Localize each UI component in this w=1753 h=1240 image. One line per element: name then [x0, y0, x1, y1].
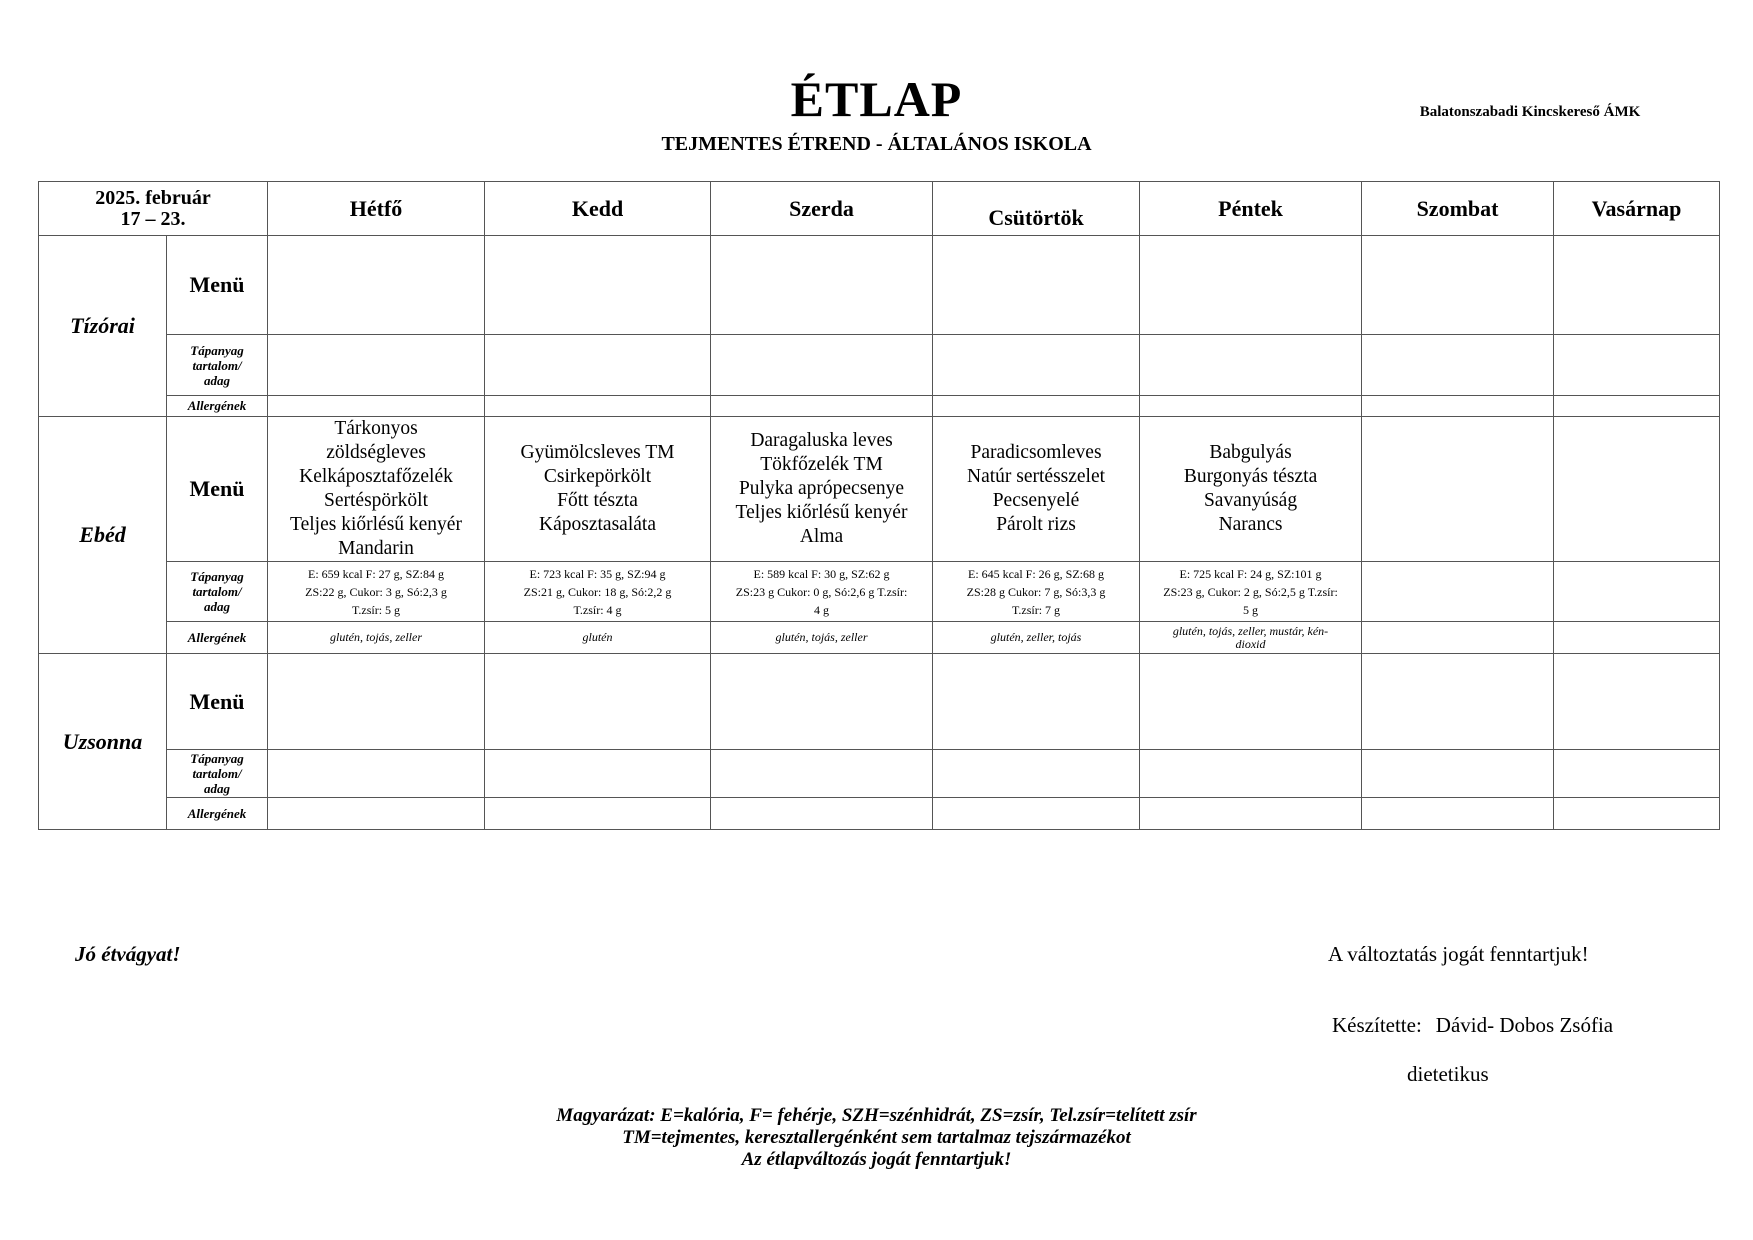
- table-cell: [1554, 335, 1720, 396]
- table-cell: [1140, 654, 1362, 750]
- row-label-nutrients: [167, 750, 268, 798]
- ebed-allergens-wednesday: [711, 622, 933, 654]
- table-cell: [933, 236, 1140, 335]
- table-cell: [933, 396, 1140, 417]
- nutrient-line: ZS:28 g Cukor: 7 g, Só:3,3 g: [966, 584, 1106, 599]
- legend-line: Magyarázat: E=kalória, F= fehérje, SZH=szénhidrát, ZS=zsír, Tel.zsír=telített zsír: [556, 1105, 1197, 1126]
- row-label-menu: Menü: [167, 654, 268, 750]
- ebed-allergens-friday: [1140, 622, 1362, 654]
- ebed-menu-wednesday: [711, 417, 933, 562]
- row-label-allergens: Allergének: [167, 622, 268, 654]
- bon-appetit-text: Jó étvágyat!: [75, 942, 181, 966]
- allergen-line: glutén, tojás, zeller: [775, 630, 868, 644]
- dish-item: Káposztasaláta: [539, 514, 656, 535]
- dish-item: Narancs: [1218, 514, 1283, 535]
- table-cell: [1362, 798, 1554, 830]
- table-cell: [711, 396, 933, 417]
- dish-item: Teljes kiőrlésű kenyér: [290, 514, 462, 535]
- dish-item: Alma: [799, 526, 844, 547]
- table-cell: [1554, 622, 1720, 654]
- meal-label-ebed: Ebéd: [39, 417, 167, 654]
- table-cell: [711, 236, 933, 335]
- dish-item: Savanyúság: [1203, 490, 1298, 511]
- legend-line: Az étlapváltozás jogát fenntartjuk!: [741, 1149, 1012, 1170]
- day-header-tuesday: Kedd: [485, 182, 711, 236]
- table-cell: [1362, 417, 1554, 562]
- table-cell: [1554, 654, 1720, 750]
- table-cell: [1140, 750, 1362, 798]
- meal-label-uzsonna: Uzsonna: [39, 654, 167, 830]
- table-cell: [711, 750, 933, 798]
- nutrient-line: ZS:23 g, Cukor: 2 g, Só:2,5 g T.zsír:: [1163, 584, 1338, 599]
- ebed-allergens-tuesday: [485, 622, 711, 654]
- table-header-row: [39, 182, 1720, 236]
- ebed-allergen-row: [39, 622, 1720, 654]
- dish-item: Csirkepörkölt: [543, 466, 652, 487]
- table-cell: [485, 396, 711, 417]
- row-label-nutrients-line: Tápanyag: [190, 569, 244, 584]
- day-header-sunday: Vasárnap: [1554, 182, 1720, 236]
- table-cell: [1140, 396, 1362, 417]
- table-cell: [268, 396, 485, 417]
- row-label-nutrients-line: tartalom/: [192, 357, 242, 373]
- table-cell: [1554, 396, 1720, 417]
- ebed-menu-tuesday: [485, 417, 711, 562]
- tizorai-nutrient-row: [39, 335, 1720, 396]
- table-cell: [1554, 236, 1720, 335]
- ebed-nutrients-thursday: [933, 562, 1140, 622]
- allergen-line: glutén, tojás, zeller, mustár, kén-: [1172, 623, 1329, 638]
- dish-item: Sertéspörkölt: [324, 490, 428, 511]
- tizorai-allergen-row: [39, 396, 1720, 417]
- table-cell: [268, 654, 485, 750]
- page-title: ÉTLAP: [790, 71, 963, 127]
- table-cell: [933, 798, 1140, 830]
- nutrient-line: T.zsír: 5 g: [351, 602, 401, 617]
- author-label: Készítette:: [1332, 1013, 1422, 1037]
- ebed-menu-friday: [1140, 417, 1362, 562]
- legend-line: TM=tejmentes, keresztallergénként sem tartalmaz tejszármazékot: [622, 1127, 1131, 1148]
- day-header-friday: Péntek: [1140, 182, 1362, 236]
- ebed-menu-row: [39, 417, 1720, 562]
- dish-item: Burgonyás tészta: [1183, 466, 1318, 487]
- nutrient-line: 4 g: [814, 602, 830, 617]
- row-label-allergens: Allergének: [167, 798, 268, 830]
- nutrient-line: ZS:23 g Cukor: 0 g, Só:2,6 g T.zsír:: [735, 584, 908, 599]
- dish-item: Párolt rizs: [996, 514, 1076, 535]
- table-cell: [268, 335, 485, 396]
- ebed-nutrients-wednesday: [711, 562, 933, 622]
- row-label-nutrients-line: adag: [204, 781, 230, 796]
- row-label-nutrients-line: Tápanyag: [190, 342, 244, 358]
- table-cell: [1362, 654, 1554, 750]
- dish-item: Főtt tészta: [557, 490, 638, 511]
- nutrient-line: E: 645 kcal F: 26 g, SZ:68 g: [968, 566, 1105, 581]
- uzsonna-nutrient-row: [39, 750, 1720, 798]
- dish-item: Kelkáposztafőzelék: [299, 466, 453, 487]
- author-line: [1332, 1013, 1613, 1038]
- table-cell: [933, 335, 1140, 396]
- dish-item: Pulyka aprópecsenye: [738, 478, 905, 499]
- ebed-nutrient-row: [39, 562, 1720, 622]
- table-cell: [1140, 236, 1362, 335]
- ebed-allergens-thursday: [933, 622, 1140, 654]
- table-cell: [711, 654, 933, 750]
- dish-item: Tárkonyos: [334, 418, 418, 439]
- ebed-nutrients-friday: [1140, 562, 1362, 622]
- dish-item: Natúr sertésszelet: [966, 466, 1106, 487]
- nutrient-line: E: 659 kcal F: 27 g, SZ:84 g: [308, 566, 445, 581]
- table-cell: [485, 750, 711, 798]
- row-label-menu: Menü: [167, 236, 268, 335]
- ebed-nutrients-tuesday: [485, 562, 711, 622]
- row-label-nutrients-line: Tápanyag: [190, 751, 244, 766]
- dish-item: Gyümölcsleves TM: [520, 442, 675, 463]
- dish-item: Pecsenyelé: [992, 490, 1080, 511]
- author-name: Dávid- Dobos Zsófia: [1435, 1013, 1614, 1037]
- row-label-nutrients-line: tartalom/: [192, 584, 242, 599]
- table-cell: [1554, 798, 1720, 830]
- table-cell: [268, 236, 485, 335]
- table-cell: [933, 654, 1140, 750]
- day-header-saturday: Szombat: [1362, 182, 1554, 236]
- reserve-right-text: A változtatás jogát fenntartjuk!: [1328, 942, 1589, 966]
- table-cell: [1554, 562, 1720, 622]
- row-label-nutrients: [167, 335, 268, 396]
- dish-item: Daragaluska leves: [750, 430, 893, 451]
- day-header-monday: Hétfő: [268, 182, 485, 236]
- date-month: 2025. február: [95, 186, 211, 209]
- allergen-line: dioxid: [1235, 636, 1266, 651]
- table-cell: [1362, 396, 1554, 417]
- table-cell: [1140, 335, 1362, 396]
- table-cell: [485, 236, 711, 335]
- nutrient-line: ZS:21 g, Cukor: 18 g, Só:2,2 g: [523, 584, 672, 599]
- table-cell: [1362, 236, 1554, 335]
- uzsonna-allergen-row: [39, 798, 1720, 830]
- nutrient-line: 5 g: [1243, 602, 1259, 617]
- nutrient-line: E: 723 kcal F: 35 g, SZ:94 g: [529, 566, 666, 581]
- nutrient-line: T.zsír: 7 g: [1011, 602, 1061, 617]
- allergen-line: glutén, zeller, tojás: [990, 630, 1082, 644]
- uzsonna-menu-row: [39, 654, 1720, 750]
- meal-label-tizorai: Tízórai: [39, 236, 167, 417]
- row-label-allergens: Allergének: [167, 396, 268, 417]
- ebed-allergens-monday: [268, 622, 485, 654]
- date-range-cell: [39, 182, 268, 236]
- ebed-menu-thursday: [933, 417, 1140, 562]
- table-cell: [933, 750, 1140, 798]
- allergen-line: glutén: [582, 630, 613, 644]
- nutrient-line: T.zsír: 4 g: [573, 602, 622, 617]
- table-cell: [485, 654, 711, 750]
- table-cell: [268, 798, 485, 830]
- table-cell: [485, 798, 711, 830]
- nutrient-line: E: 725 kcal F: 24 g, SZ:101 g: [1179, 566, 1322, 581]
- row-label-nutrients-line: adag: [204, 599, 230, 614]
- row-label-nutrients-line: tartalom/: [192, 766, 242, 781]
- nutrient-line: ZS:22 g, Cukor: 3 g, Só:2,3 g: [305, 584, 447, 599]
- nutrient-line: E: 589 kcal F: 30 g, SZ:62 g: [753, 566, 890, 581]
- tizorai-menu-row: [39, 236, 1720, 335]
- table-cell: [1554, 750, 1720, 798]
- table-cell: [1362, 562, 1554, 622]
- ebed-nutrients-monday: [268, 562, 485, 622]
- row-label-menu: Menü: [167, 417, 268, 562]
- dish-item: Tökfőzelék TM: [760, 454, 883, 475]
- row-label-nutrients-line: adag: [204, 372, 230, 388]
- table-cell: [1362, 335, 1554, 396]
- ebed-menu-monday: [268, 417, 485, 562]
- table-cell: [485, 335, 711, 396]
- table-cell: [711, 798, 933, 830]
- table-cell: [1554, 417, 1720, 562]
- dish-item: Mandarin: [338, 538, 414, 559]
- table-cell: [1140, 798, 1362, 830]
- row-label-nutrients: [167, 562, 268, 622]
- date-days: 17 – 23.: [120, 207, 186, 230]
- dish-item: Babgulyás: [1209, 442, 1292, 463]
- dish-item: zöldségleves: [326, 442, 426, 463]
- dish-item: Paradicsomleves: [970, 442, 1102, 463]
- day-header-thursday: Csütörtök: [933, 182, 1140, 236]
- school-name: Balatonszabadi Kincskereső ÁMK: [1419, 104, 1641, 120]
- menu-table: [38, 181, 1720, 830]
- page-subtitle: TEJMENTES ÉTREND - ÁLTALÁNOS ISKOLA: [661, 133, 1092, 155]
- table-cell: [1362, 750, 1554, 798]
- day-header-wednesday: Szerda: [711, 182, 933, 236]
- table-cell: [268, 750, 485, 798]
- table-cell: [1362, 622, 1554, 654]
- allergen-line: glutén, tojás, zeller: [330, 630, 423, 644]
- table-cell: [711, 335, 933, 396]
- legend: [0, 1105, 1753, 1171]
- author-role: dietetikus: [1407, 1062, 1489, 1086]
- dish-item: Teljes kiőrlésű kenyér: [735, 502, 908, 523]
